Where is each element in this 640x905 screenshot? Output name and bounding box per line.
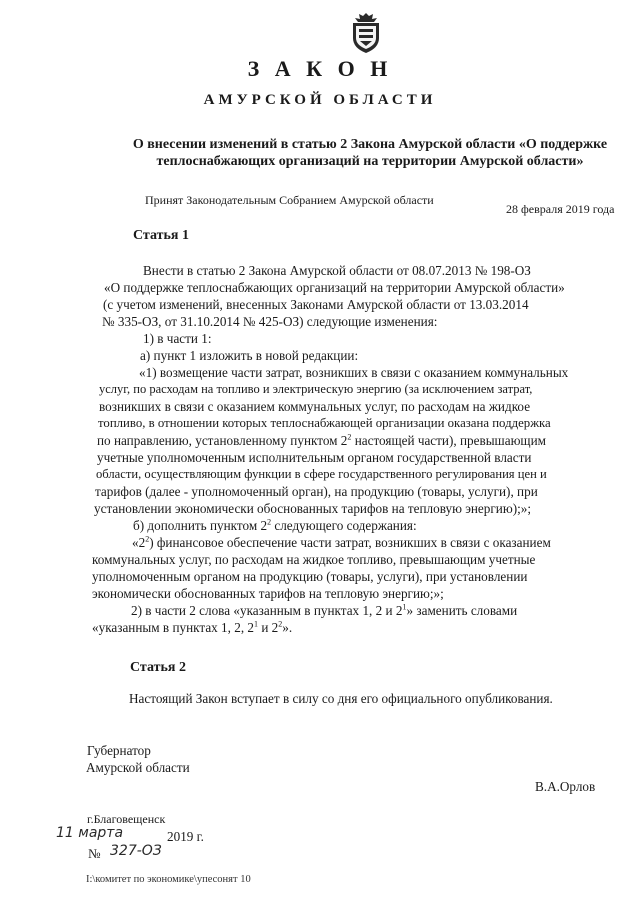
article-1-line: 1) в части 1:: [143, 331, 212, 346]
article-1-line: № 335-ОЗ, от 31.10.2014 № 425-ОЗ) следующие изменения:: [102, 314, 438, 329]
handwritten-date: 11 марта: [56, 825, 124, 841]
signatory-position: Губернатор: [87, 743, 151, 758]
number-sign: №: [88, 846, 101, 861]
article-1-line: тарифов (далее - уполномоченный орган), на продукцию (товары, услуги), при: [95, 484, 538, 499]
article-1-line: экономически обоснованных тарифов на тепловую энергию;»;: [92, 586, 444, 601]
article-1-line: (с учетом изменений, внесенных Законами Амурской области от 13.03.2014: [103, 297, 529, 312]
article-2-text: Настоящий Закон вступает в силу со дня его официального опубликования.: [129, 691, 553, 706]
adopted-by: Принят Законодательным Собранием Амурской области: [145, 193, 434, 207]
article-2-heading: Статья 2: [130, 660, 186, 675]
article-1-line: Внести в статью 2 Закона Амурской области от 08.07.2013 № 198-ОЗ: [143, 263, 531, 278]
article-1-line: возникших в связи с оказанием коммунальных услуг, по расходам на жидкое: [99, 399, 531, 414]
article-1-line: «О поддержке теплоснабжающих организаций на территории Амурской области»: [104, 280, 565, 295]
file-path: I:\комитет по экономике\упесонят 10: [86, 874, 251, 885]
article-1-line: коммунальных услуг, по расходам на жидкое топливо, превышающим учетные: [92, 552, 536, 567]
region-heading: АМУРСКОЙ ОБЛАСТИ: [203, 92, 437, 108]
adoption-date: 28 февраля 2019 года: [506, 202, 615, 216]
year: 2019 г.: [167, 829, 204, 844]
article-1-line: б) дополнить пунктом $2^2$ следующего содержания:: [133, 517, 417, 533]
article-1-line: учетные уполномоченным исполнительным органом государственной власти: [97, 450, 532, 465]
article-1-line: а) пункт 1 изложить в новой редакции:: [140, 348, 359, 363]
article-1-line: установлении экономически обоснованных тарифов на тепловую энергию);»;: [94, 501, 532, 516]
article-1-line: услуг, по расходам на топливо и электрическую энергию (за исключением затрат,: [99, 382, 533, 396]
article-1-line: по направлению, установленному пунктом $2^2$ настоящей части), превышающим: [97, 432, 546, 448]
law-title: О внесении изменений в статью 2 Закона Амурской области «О поддержке теплоснабжающих организаций на территории Амурской области»: [132, 137, 608, 169]
signatory-name: В.А.Орлов: [535, 779, 596, 794]
article-1-line: области, осуществляющим функции в сфере государственного регулирования цен и: [96, 467, 547, 481]
handwritten-number: 327-ОЗ: [110, 843, 162, 859]
article-1-line: 2) в части 2 слова «указанным в пунктах 1, 2 и $2^1$» заменить словами: [131, 602, 518, 618]
coat-of-arms-icon: [347, 12, 385, 54]
signatory-position: Амурской области: [86, 760, 190, 775]
article-1-line: уполномоченным органом на продукцию (товары, услуги), при установлении: [92, 569, 528, 584]
article-1-line: топливо, в отношении которых теплоснабжающей организации оказана поддержка: [98, 416, 551, 430]
article-1-line: «$2^2$) финансовое обеспечение части затрат, возникших в связи с оказанием: [132, 534, 551, 550]
law-heading: З А К О Н: [247, 56, 393, 81]
city: г.Благовещенск: [87, 812, 166, 826]
article-1-line: «1) возмещение части затрат, возникших в связи с оказанием коммунальных: [139, 365, 569, 380]
article-1-line: «указанным в пунктах 1, 2, $2^1$ и $2^2$».: [92, 619, 293, 635]
article-1-heading: Статья 1: [133, 228, 189, 243]
